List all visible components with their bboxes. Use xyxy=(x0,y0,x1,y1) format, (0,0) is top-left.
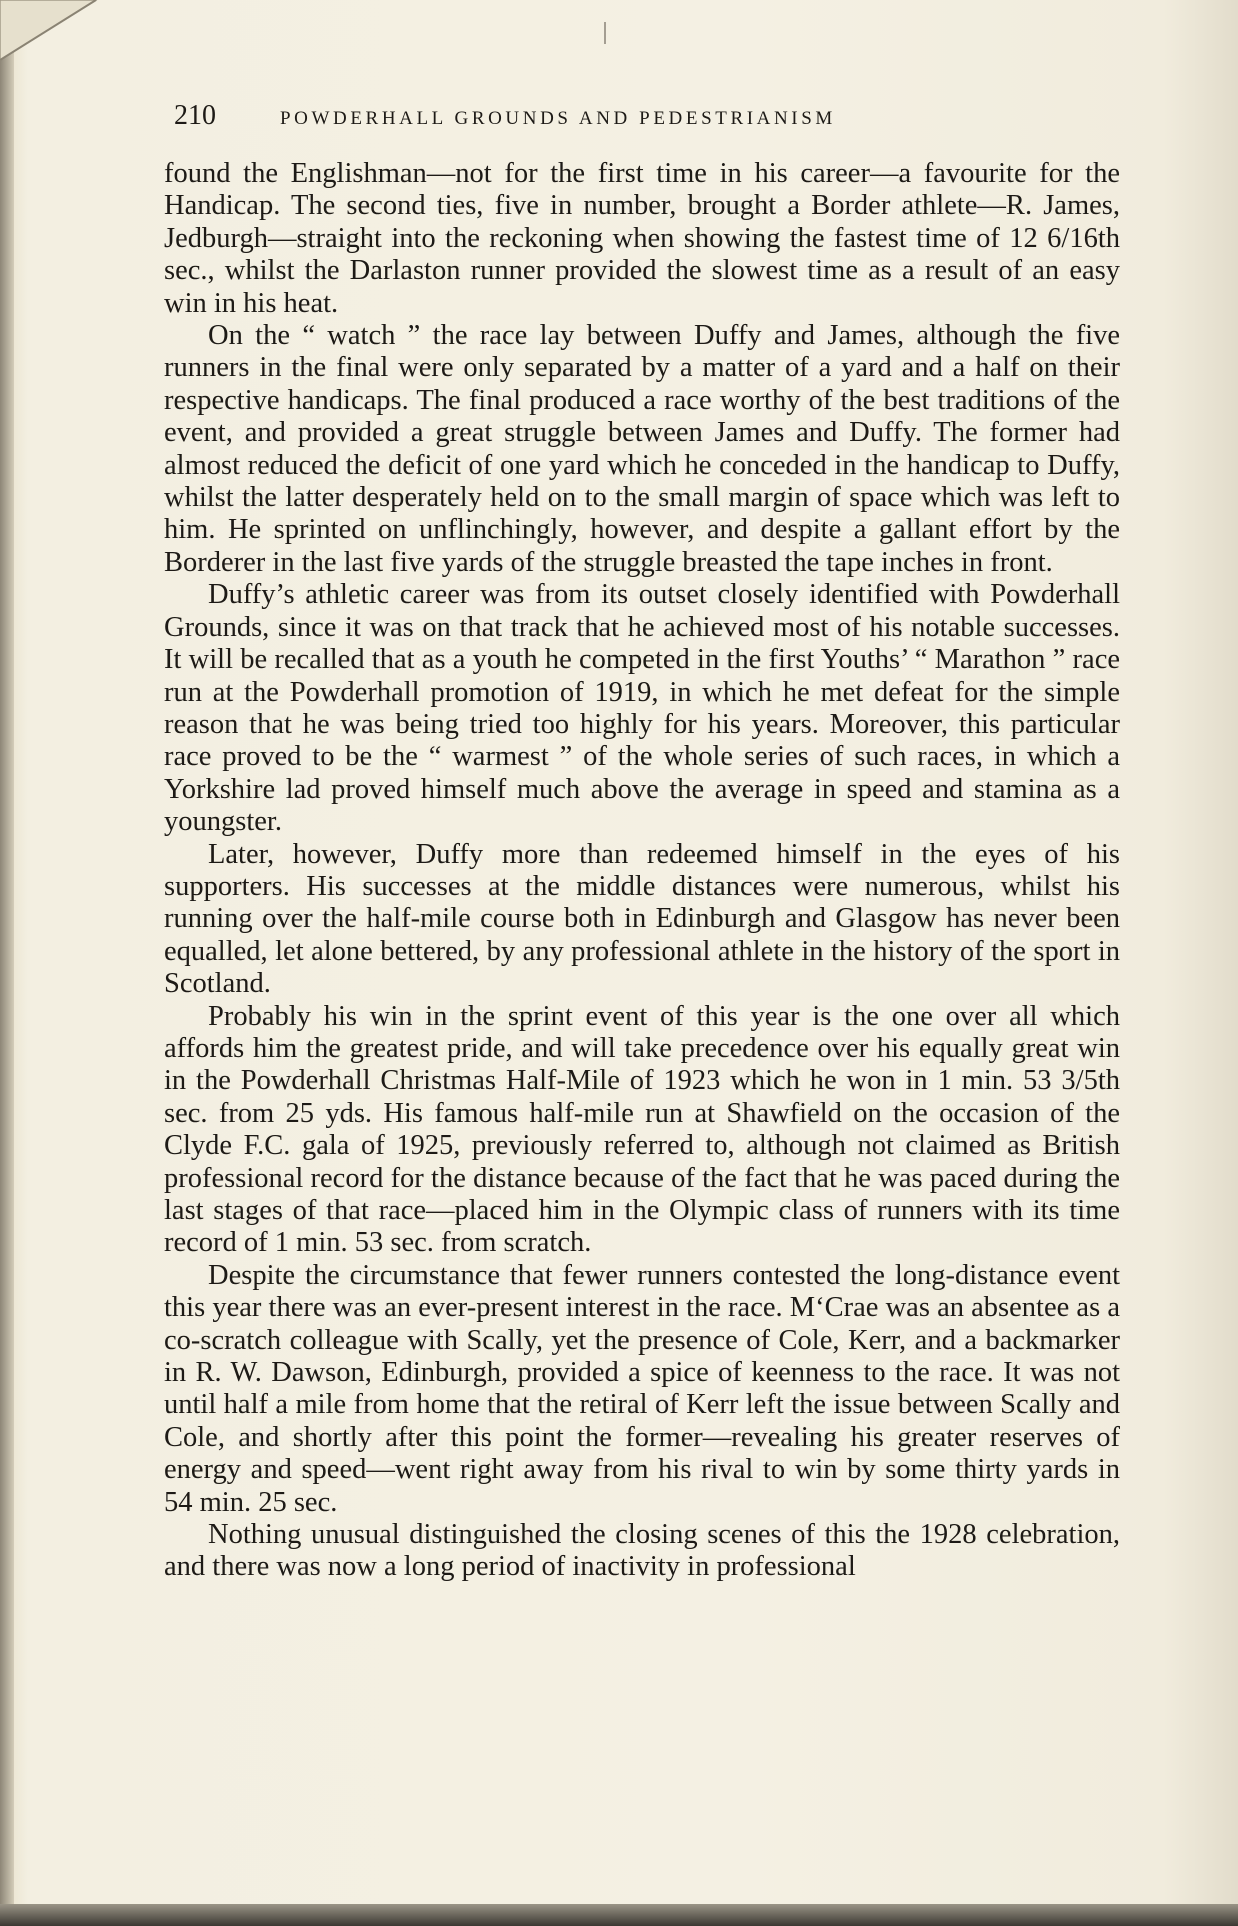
page-bottom-edge xyxy=(0,1904,1238,1926)
paragraph: Later, however, Duffy more than redeemed himself in the eyes of his supporters. His successes at the middle distances were numerous, whilst his running over the half-mile course both in Edinburgh and Glasgow has never been equalled, let alone bettered, by any professional athlete in the history of the sport in Scotland. xyxy=(164,838,1120,1000)
paragraph: found the Englishman—not for the first time in his career—a favourite for the Handicap. The second ties, five in number, brought a Border athlete—R. James, Jedburgh—straight into the reckoning when showing the fastest time of 12 6/16th sec., whilst the Darlaston runner provided the slowest time as a result of an easy win in his heat. xyxy=(164,158,1120,319)
paper-mark xyxy=(604,22,606,44)
page-gutter-shadow xyxy=(0,0,14,1926)
folded-corner xyxy=(0,0,110,80)
paragraph: Probably his win in the sprint event of this year is the one over all which affords him the greatest pride, and will take precedence over his equally great win in the Powderhall Christmas Half-Mile of 1923 which he won in 1 min. 53 3/5th sec. from 25 yds. His famous half-mile run at Shawfield on the occasion of the Clyde F.C. gala of 1925, previously referred to, although not claimed as British professional record for the distance because of the fact that he was paced during the last stages of that race—placed him in the Olympic class of runners with its time record of 1 min. 53 sec. from scratch. xyxy=(164,1000,1120,1259)
paragraph: Duffy’s athletic career was from its outset closely identified with Powderhall Grounds, since it was on that track that he achieved most of his notable successes. It will be recalled that as a youth he competed in the first Youths’ “ Marathon ” race run at the Powderhall promotion of 1919, in which he met defeat for the simple reason that he was being tried too highly for his years. Moreover, this particular race proved to be the “ warmest ” of the whole series of such races, in which a Yorkshire lad proved himself much above the average in speed and stamina as a youngster. xyxy=(164,579,1120,838)
paragraph: On the “ watch ” the race lay between Duffy and James, although the five runners in the final were only separated by a matter of a yard and a half on their respective handicaps. The final produced a race worthy of the best traditions of the event, and provided a great struggle between James and Duffy. The former had almost reduced the deficit of one yard which he conceded in the handicap to Duffy, whilst the latter desperately held on to the small margin of space which was left to him. He sprinted on unflinchingly, however, and despite a gallant effort by the Borderer in the last five yards of the struggle breasted the tape inches in front. xyxy=(164,320,1120,578)
page-number: 210 xyxy=(174,100,216,131)
body-text xyxy=(164,158,1120,1584)
page-header xyxy=(174,100,1024,140)
running-head: POWDERHALL GROUNDS AND PEDESTRIANISM xyxy=(280,108,836,129)
paragraph: Nothing unusual distinguished the closing scenes of this the 1928 celebration, and there was now a long period of inactivity in professional xyxy=(164,1519,1120,1583)
paragraph: Despite the circumstance that fewer runners contested the long-distance event this year there was an ever-present interest in the race. M‘Crae was an absentee as a co-scratch colleague with Scally, yet the presence of Cole, Kerr, and a backmarker in R. W. Dawson, Edinburgh, provided a spice of keenness to the race. It was not until half a mile from home that the retiral of Kerr left the issue between Scally and Cole, and shortly after this point the former—revealing his greater reserves of energy and speed—went right away from his rival to win by some thirty yards in 54 min. 25 sec. xyxy=(164,1259,1120,1518)
